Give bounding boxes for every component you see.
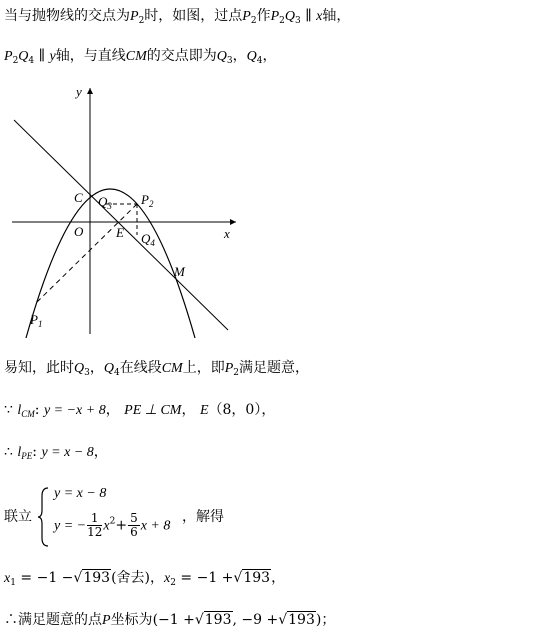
- point-p: P: [130, 9, 139, 24]
- equation-system: [4, 486, 264, 548]
- text-segment: 作: [256, 8, 271, 24]
- comma: ，: [150, 570, 164, 586]
- var-y: y: [49, 49, 56, 64]
- subscript: 3: [226, 56, 233, 66]
- point-p: P: [102, 613, 111, 628]
- point-q: Q: [103, 361, 114, 376]
- comma: ，: [271, 570, 286, 586]
- point-p: P: [4, 49, 13, 64]
- comma: ，: [89, 360, 104, 376]
- sqrt-symbol: √: [278, 612, 288, 628]
- var-x: x: [103, 518, 110, 534]
- subscript: 2: [170, 578, 176, 588]
- discard-note: (舍去): [111, 570, 150, 586]
- text-line-3: [4, 358, 309, 383]
- var-x: x: [164, 571, 171, 586]
- text-line-8: [4, 610, 335, 631]
- comma: ，: [232, 48, 247, 64]
- text-segment: 的交点即为: [146, 48, 217, 64]
- sqrt-symbol: √: [194, 612, 204, 628]
- superscript: 2: [109, 516, 116, 527]
- subscript: 2: [279, 16, 285, 26]
- semicolon: ；: [321, 612, 336, 628]
- label-q3: $Q_3$: [98, 194, 112, 211]
- subscript: 4: [113, 368, 120, 378]
- parabola-figure: [10, 80, 250, 342]
- colon: :: [34, 402, 40, 418]
- text-line-4: [4, 400, 275, 424]
- comma: ，: [105, 402, 120, 418]
- text-segment: 轴，: [322, 8, 351, 24]
- point-q: Q: [18, 49, 29, 64]
- subscript: 4: [28, 56, 35, 66]
- subscript: CM: [21, 409, 35, 419]
- solve-label: ，解得: [182, 509, 224, 525]
- text-line-7: [4, 568, 285, 593]
- equation-cm: y = −x + 8: [43, 403, 106, 418]
- line-cm: CM: [161, 361, 183, 376]
- label-x: x: [224, 226, 230, 241]
- subscript: 3: [295, 16, 301, 26]
- label-q4: $Q_4$: [141, 231, 155, 248]
- line-cm: CM: [125, 49, 147, 64]
- coord-part: ): [315, 612, 322, 628]
- label-y: y: [76, 84, 82, 99]
- text-segment: 轴，与直线: [55, 48, 126, 64]
- left-brace: [38, 486, 50, 548]
- label-p2: $P_2$: [141, 192, 154, 209]
- fraction-5-6: $\frac{5}{6}$: [130, 511, 138, 539]
- point-p: P: [224, 361, 234, 376]
- subscript: 1: [10, 578, 16, 588]
- text-segment: 满足题意，: [239, 360, 310, 376]
- coordinates-e: （8，0）: [208, 402, 262, 418]
- parallel-symbol: ∥: [300, 8, 317, 24]
- text-segment: 在线段: [119, 360, 162, 376]
- system-equation-1: y = x − 8: [54, 486, 107, 501]
- point-q: Q: [284, 9, 296, 24]
- var-l: l: [17, 403, 22, 418]
- text-segment: 时，如图，过点: [144, 8, 243, 24]
- text-line-1: [4, 6, 350, 31]
- comma: ，: [93, 444, 108, 460]
- point-p: P: [270, 9, 280, 24]
- dashed-p1-p2: [37, 204, 137, 302]
- colon: :: [32, 444, 37, 460]
- fraction-1-12: $\frac{1}{12}$: [87, 511, 103, 539]
- label-p1: $P_1$: [30, 312, 43, 329]
- subscript: 2: [12, 56, 19, 66]
- subscript: 2: [250, 16, 257, 26]
- system-equation-2: [54, 512, 170, 539]
- equation-pe: y = x − 8: [41, 445, 94, 460]
- var-l: l: [17, 445, 22, 460]
- because-symbol: ∵: [4, 402, 13, 418]
- label-o: O: [74, 224, 84, 239]
- eq2-part: y = −: [54, 518, 87, 534]
- lianli-label: 联立: [4, 509, 32, 525]
- radicand: 193: [243, 570, 271, 586]
- text-segment: 易知，此时: [4, 360, 74, 376]
- therefore-symbol: ∴: [4, 444, 13, 460]
- subscript: 3: [84, 368, 90, 378]
- comma: ，: [262, 48, 277, 64]
- radicand: 193: [83, 570, 111, 586]
- perpendicular-statement: PE ⊥ CM: [124, 403, 182, 418]
- text-segment: 当与抛物线的交点为: [4, 8, 130, 24]
- comma: ，: [181, 402, 196, 418]
- sqrt-symbol: √: [233, 570, 243, 586]
- plus-sign: +: [115, 517, 128, 534]
- radicand: 193: [288, 612, 315, 628]
- text-segment: 上，即: [182, 360, 225, 376]
- point-q: Q: [216, 49, 227, 64]
- sqrt-symbol: √: [73, 570, 83, 586]
- parabola-curve: [26, 189, 195, 338]
- text-line-5: [4, 442, 108, 466]
- parallel-symbol: ∥: [34, 48, 50, 64]
- var-x: x: [4, 571, 11, 586]
- coord-part: (−1 +: [152, 612, 195, 628]
- var-x: x: [316, 9, 323, 24]
- coord-part: , −9 +: [232, 612, 279, 628]
- subscript: PE: [21, 451, 33, 461]
- point-q: Q: [246, 49, 257, 64]
- text-segment: 坐标为: [110, 612, 153, 628]
- comma: ，: [261, 402, 276, 418]
- eq2-part: x + 8: [140, 518, 171, 534]
- point-q: Q: [74, 361, 85, 376]
- label-c: C: [74, 190, 83, 205]
- label-e: E: [116, 225, 124, 240]
- label-m: M: [174, 264, 185, 279]
- solution-2: = −1 +: [175, 570, 234, 586]
- point-p: P: [242, 9, 251, 24]
- text-line-2: [4, 46, 276, 71]
- text-segment: ∴满足题意的点: [4, 612, 102, 628]
- subscript: 2: [138, 16, 145, 26]
- solution-1: = −1 −: [15, 570, 74, 586]
- radicand: 193: [204, 612, 232, 628]
- point-e: E: [199, 403, 209, 418]
- subscript: 2: [233, 368, 240, 378]
- subscript: 4: [256, 56, 263, 66]
